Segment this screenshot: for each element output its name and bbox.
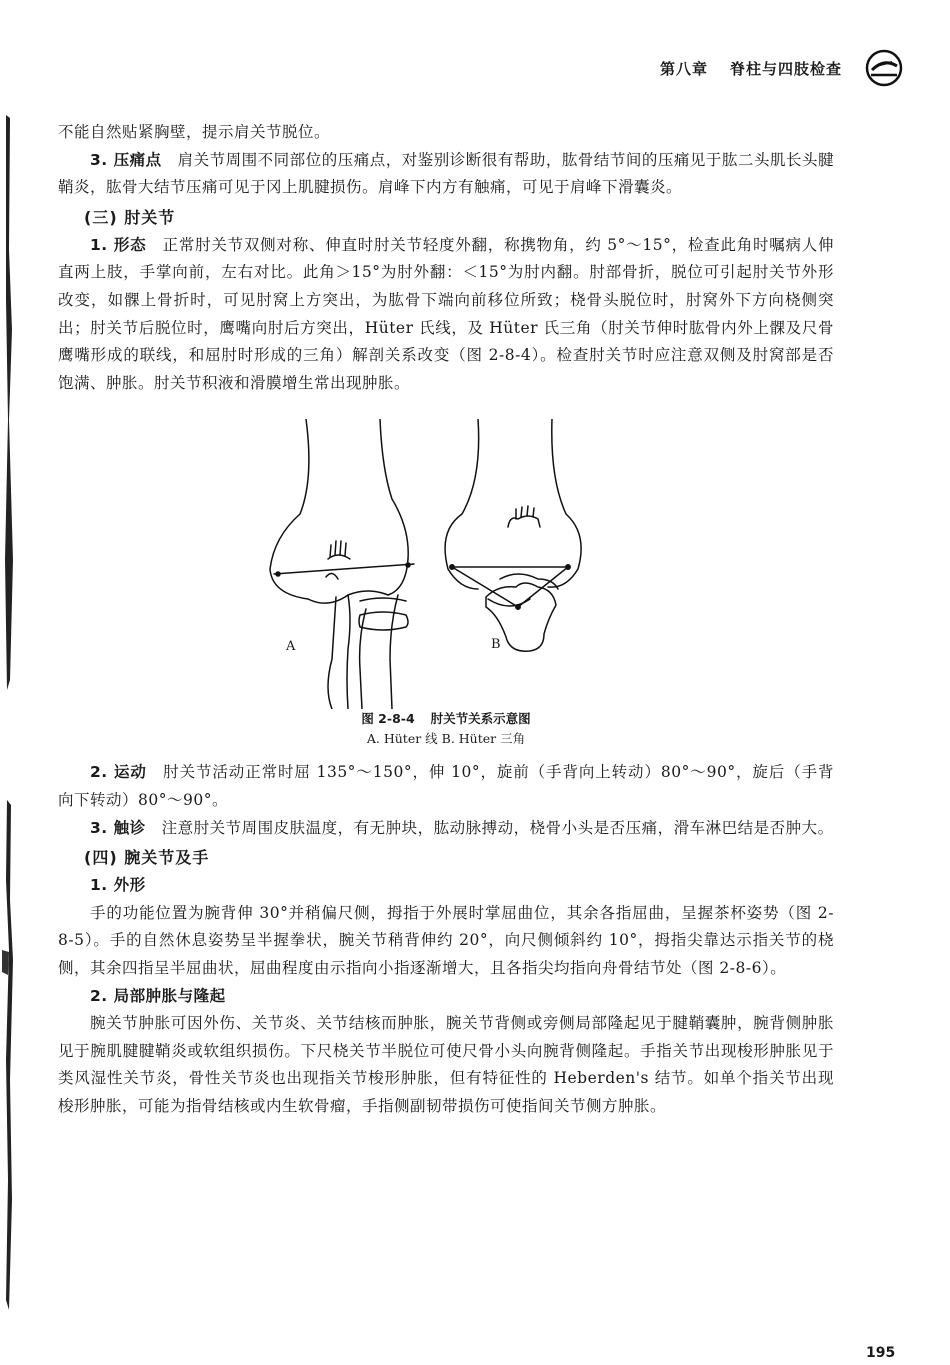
chapter-number: 第八章	[659, 60, 708, 78]
subheading-wrist-shape: 1. 外形	[90, 876, 146, 895]
term-shape: 1. 形态	[90, 235, 147, 254]
page-content	[58, 119, 834, 1120]
running-header	[660, 58, 842, 79]
figure-caption	[58, 709, 834, 729]
page-number: 195	[866, 1345, 896, 1361]
text-motion: 肘关节活动正常时屈 135°～150°，伸 10°，旋前（手背向上转动）80°～90°，旋后（手背向下转动）80°～90°。	[58, 763, 834, 809]
paragraph-elbow-palpation	[58, 815, 834, 843]
figure-label-b: B	[491, 637, 501, 653]
subheading-wrist-swelling: 2. 局部肿胀与隆起	[90, 986, 226, 1005]
binding-shadow	[0, 0, 30, 1365]
humerus-b-outline	[445, 419, 479, 589]
paragraph-elbow-shape	[58, 232, 834, 398]
figure-subcaption: A. Hüter 线 B. Hüter 三角	[366, 731, 526, 747]
paragraph-shoulder-continued: 不能自然贴紧胸壁，提示肩关节脱位。	[58, 123, 331, 141]
text-tenderness: 肩关节周围不同部位的压痛点，对鉴别诊断很有帮助，肱骨结节间的压痛见于肱二头肌长头腱鞘炎，肱骨大结节压痛可见于冈上肌腱损伤。肩峰下内方有触痛，可见于肩峰下滑囊炎。	[58, 150, 834, 197]
radius-a-outline	[360, 609, 366, 709]
paragraph-wrist-shape: 手的功能位置为腕背伸 30°并稍偏尺侧，拇指于外展时掌屈曲位，其余各指屈曲，呈握茶杯姿势（图 2-8-5）。手的自然休息姿势呈半握拳状，腕关节稍背伸约 20°，向尺侧倾斜约 10°，拇指尖靠达示指关节的桡侧，其余四指呈半屈曲状，屈曲程度由示指向小指逐渐增大，且各指尖均指向舟骨结节处（图 2-8-6）。	[58, 903, 834, 977]
text-palpation: 注意肘关节周围皮肤温度，有无肿块，肱动脉搏动，桡骨小头是否压痛，滑车淋巴结是否肿大。	[161, 818, 834, 837]
figure-title: 肘关节关系示意图	[430, 711, 531, 727]
ulna-a-outline	[328, 597, 336, 709]
figure-number: 图 2-8-4	[361, 711, 415, 727]
heading-wrist: (四) 腕关节及手	[84, 848, 210, 868]
term-palpation: 3. 触诊	[90, 818, 146, 837]
elbow-illustration	[248, 419, 608, 709]
chapter-title: 脊柱与四肢检查	[729, 60, 842, 78]
term-motion: 2. 运动	[90, 763, 147, 782]
huter-line-a	[274, 564, 414, 574]
publisher-logo-icon	[864, 48, 904, 88]
figure-label-a: A	[286, 639, 296, 655]
paragraph-tenderness	[58, 147, 834, 202]
paragraph-wrist-swelling: 腕关节肿胀可因外伤、关节炎、关节结核而肿胀，腕关节背侧或旁侧局部隆起见于腱鞘囊肿，腕背侧肿胀见于腕肌腱腱鞘炎或软组织损伤。下尺桡关节半脱位可使尺骨小头向腕背侧隆起。手指关节出现梭形肿胀见于类风湿性关节炎，骨性关节炎也出现指关节梭形肿胀，但有特征性的 Heberden's 结节。如单个指关节出现梭形肿胀，可能为指骨结核或内生软骨瘤，手指侧副韧带损伤可使指间关节侧方肿胀。	[58, 1014, 834, 1115]
text-shape: 正常肘关节双侧对称、伸直时肘关节轻度外翻，称携物角，约 5°～15°，检查此角时嘱病人伸直两上肢，手掌向前，左右对比。此角＞15°为肘外翻：＜15°为肘内翻。肘部骨折，脱位可引起肘关节外形改变，如髁上骨折时，可见肘窝上方突出，为肱骨下端向前移位所致；桡骨头脱位时，肘窝外下方向桡侧突出；肘关节后脱位时，鹰嘴向肘后方突出，Hüter 氏线，及 Hüter 氏三角（肘关节伸时肱骨内外上髁及尺骨鹰嘴形成的联线，和屈肘时形成的三角）解剖关系改变（图 2-8-4）。检查肘关节时应注意双侧及肘窝部是否饱满、肿胀。肘关节积液和滑膜增生常出现肿胀。	[58, 235, 835, 392]
paragraph-elbow-motion	[58, 759, 834, 814]
term-tenderness: 3. 压痛点	[90, 150, 162, 169]
figure-elbow-diagram	[58, 397, 834, 759]
heading-elbow: (三) 肘关节	[84, 207, 176, 227]
